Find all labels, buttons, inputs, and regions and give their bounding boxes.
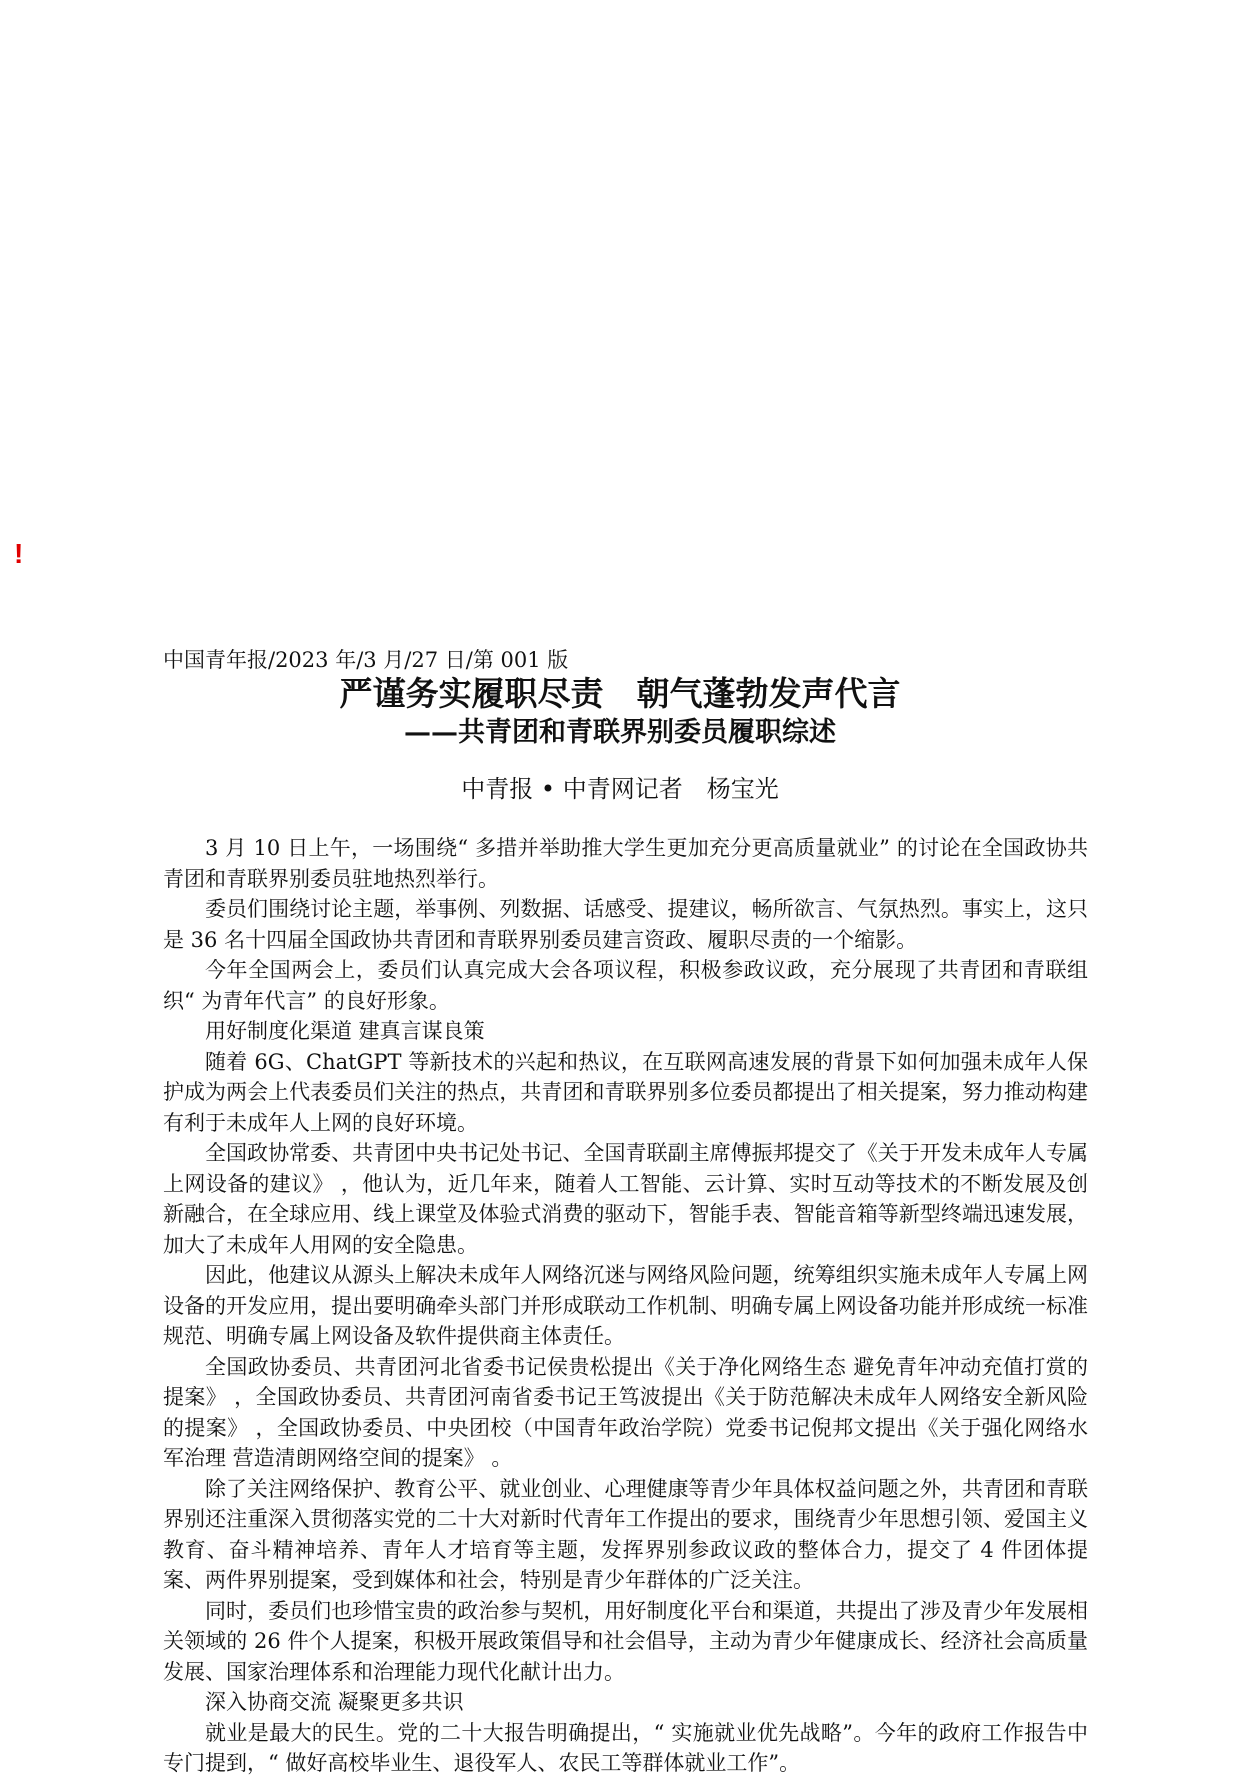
- alert-mark: !: [14, 538, 24, 569]
- paragraph-2: 委员们围绕讨论主题，举事例、列数据、话感受、提建议，畅所欲言、气氛热烈。事实上，这只是 36 名十四届全国政协共青团和青联界别委员建言资政、履职尽责的一个缩影。: [163, 897, 1088, 952]
- paragraph-10: 就业是最大的民生。党的二十大报告明确提出，“ 实施就业优先战略”。今年的政府工作报告中专门提到，“ 做好高校毕业生、退役军人、农民工等群体就业工作”。: [163, 1720, 1088, 1775]
- section-heading-2: 深入协商交流 凝聚更多共识: [205, 1690, 464, 1714]
- section-heading-1: 用好制度化渠道 建真言谋良策: [205, 1019, 485, 1043]
- paragraph-8: 除了关注网络保护、教育公平、就业创业、心理健康等青少年具体权益问题之外，共青团和青联界别还注重深入贯彻落实党的二十大对新时代青年工作提出的要求，围绕青少年思想引领、爱国主义教育、奋斗精神培养、青年人才培育等主题，发挥界别参政议政的整体合力，提交了 4 件团体提案、两件界别提案，受到媒体和社会，特别是青少年群体的广泛关注。: [163, 1476, 1088, 1592]
- paragraph-4: 随着 6G、ChatGPT 等新技术的兴起和热议，在互联网高速发展的背景下如何加强未成年人保护成为两会上代表委员们关注的热点，共青团和青联界别多位委员都提出了相关提案，努力推动构建有利于未成年人上网的良好环境。: [163, 1049, 1088, 1135]
- paragraph-6: 因此，他建议从源头上解决未成年人网络沉迷与网络风险问题，统筹组织实施未成年人专属上网设备的开发应用，提出要明确牵头部门并形成联动工作机制、明确专属上网设备功能并形成统一标准规范、明确专属上网设备及软件提供商主体责任。: [163, 1263, 1088, 1348]
- paragraph-5: 全国政协常委、共青团中央书记处书记、全国青联副主席傅振邦提交了《关于开发未成年人专属上网设备的建议》 ，他认为，近几年来，随着人工智能、云计算、实时互动等技术的不断发展及创新融合，在全球应用、线上课堂及体验式消费的驱动下，智能手表、智能音箱等新型终端迅速发展，加大了未成年人用网的安全隐患。: [163, 1141, 1088, 1257]
- article-body: [163, 833, 1088, 1779]
- paragraph-9: 同时，委员们也珍惜宝贵的政治参与契机，用好制度化平台和渠道，共提出了涉及青少年发展相关领域的 26 件个人提案，积极开展政策倡导和社会倡导，主动为青少年健康成长、经济社会高质量发展、国家治理体系和治理能力现代化献计出力。: [163, 1598, 1088, 1684]
- publication-source-line: 中国青年报/2023 年/3 月/27 日/第 001 版: [163, 648, 569, 672]
- article-title: 严谨务实履职尽责 朝气蓬勃发声代言: [339, 674, 901, 713]
- article-byline: 中青报 • 中青网记者 杨宝光: [461, 775, 779, 803]
- paragraph-7: 全国政协委员、共青团河北省委书记侯贵松提出《关于净化网络生态 避免青年冲动充值打赏的提案》 ，全国政协委员、共青团河南省委书记王笃波提出《关于防范解决未成年人网络安全新风险的提案》 ，全国政协委员、中央团校（中国青年政治学院）党委书记倪邦文提出《关于强化网络水军治理 营造清朗网络空间的提案》 。: [163, 1354, 1088, 1470]
- paragraph-1: 3 月 10 日上午，一场围绕“ 多措并举助推大学生更加充分更高质量就业” 的讨论在全国政协共青团和青联界别委员驻地热烈举行。: [163, 836, 1088, 891]
- paragraph-3: 今年全国两会上，委员们认真完成大会各项议程，积极参政议政，充分展现了共青团和青联组织“ 为青年代言” 的良好形象。: [163, 958, 1088, 1013]
- article-subtitle: ——共青团和青联界别委员履职综述: [404, 717, 836, 748]
